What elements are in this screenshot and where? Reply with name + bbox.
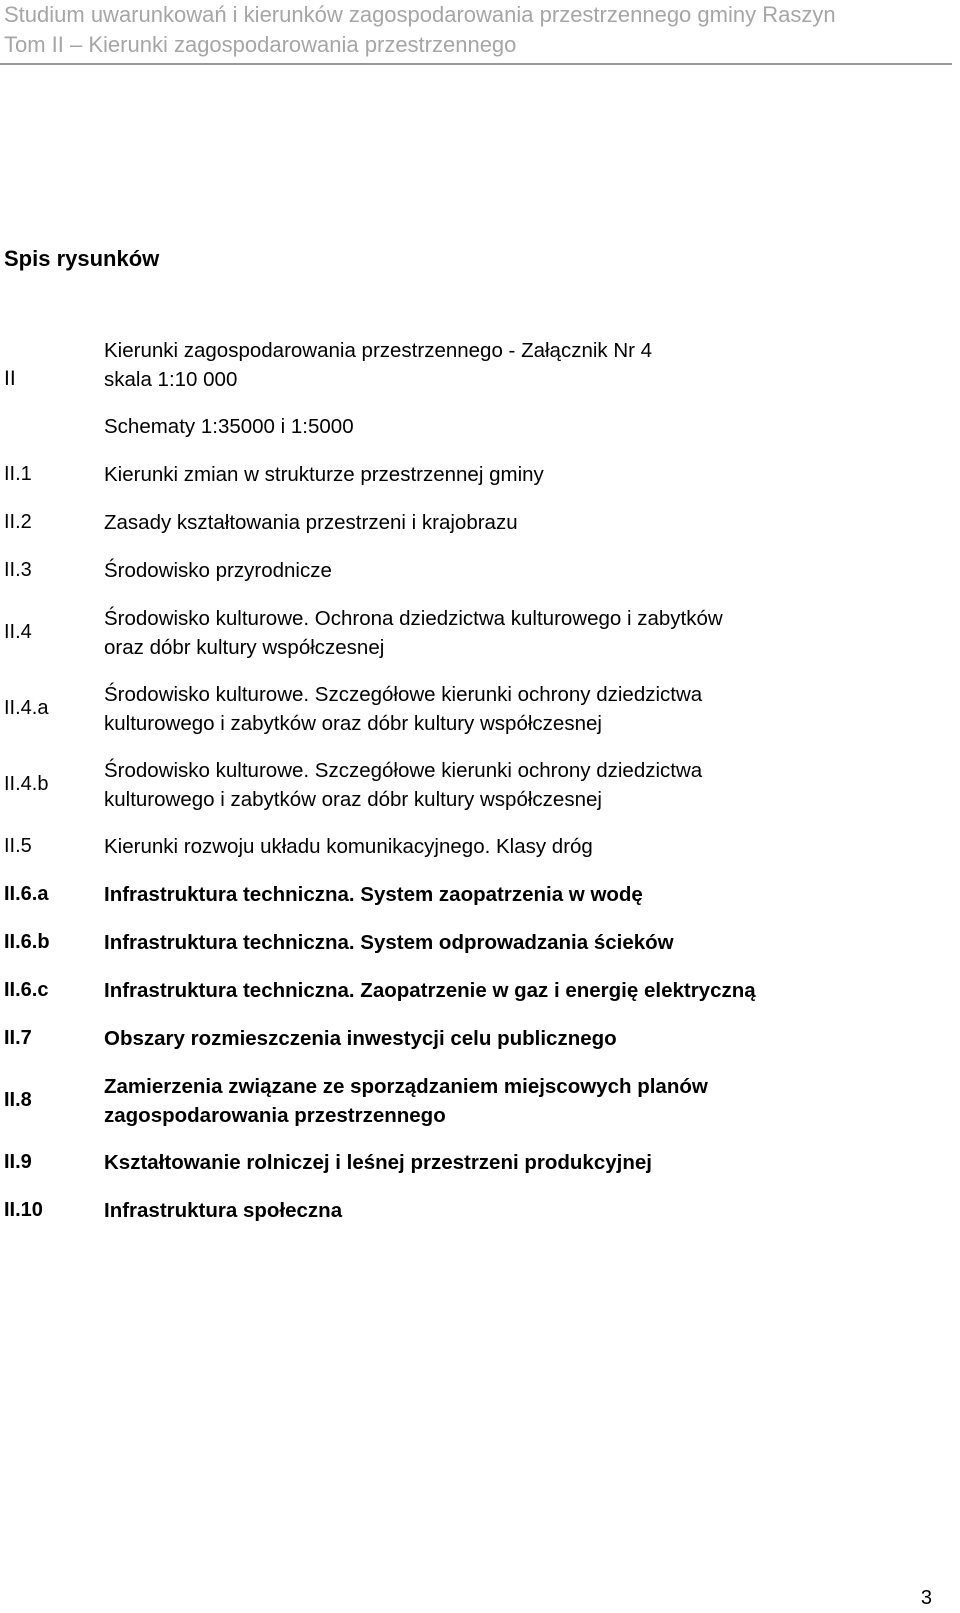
- header-study-title: Studium uwarunkowań i kierunków zagospodarowania przestrzennego gminy Raszyn: [4, 2, 836, 27]
- figure-title: Infrastruktura społeczna: [104, 1199, 343, 1222]
- figure-title: [104, 604, 944, 662]
- figure-code: II.7: [4, 1027, 32, 1049]
- figure-code: II.2: [4, 511, 32, 533]
- figure-title: [104, 1072, 944, 1130]
- figure-title: Infrastruktura techniczna. Zaopatrzenie w gaz i energię elektryczną: [104, 979, 756, 1002]
- figure-code: II.6.b: [4, 931, 50, 953]
- figure-title: Kształtowanie rolniczej i leśnej przestrzeni produkcyjnej: [104, 1151, 652, 1174]
- running-header: [4, 0, 954, 60]
- header-divider: [0, 63, 952, 65]
- page-number: 3: [920, 1587, 932, 1609]
- header-volume-title: Tom II – Kierunki zagospodarowania przestrzennego: [4, 32, 517, 57]
- figure-title: Infrastruktura techniczna. System zaopatrzenia w wodę: [104, 883, 643, 906]
- figure-title-line: Środowisko kulturowe. Szczegółowe kierunki ochrony dziedzictwa: [104, 683, 703, 706]
- figure-title: [104, 680, 944, 738]
- figure-title-line: zagospodarowania przestrzennego: [104, 1104, 446, 1127]
- figure-title-line: Środowisko kulturowe. Szczegółowe kierunki ochrony dziedzictwa: [104, 759, 703, 782]
- figure-code: II.5: [4, 835, 32, 857]
- figure-title: [104, 756, 944, 814]
- figure-code: II.10: [4, 1199, 43, 1221]
- figure-title: [104, 336, 944, 394]
- figure-title: Kierunki rozwoju układu komunikacyjnego. Klasy dróg: [104, 835, 593, 858]
- figure-title-line: Środowisko kulturowe. Ochrona dziedzictwa kulturowego i zabytków: [104, 607, 723, 630]
- figure-title: Środowisko przyrodnicze: [104, 559, 332, 582]
- figure-title-line: Zamierzenia związane ze sporządzaniem miejscowych planów: [104, 1075, 708, 1098]
- figure-title: Kierunki zmian w strukturze przestrzennej gminy: [104, 463, 544, 486]
- figure-title-line: Kierunki zagospodarowania przestrzennego - Załącznik Nr 4: [104, 339, 653, 362]
- figure-title-line: kulturowego i zabytków oraz dóbr kultury współczesnej: [104, 712, 602, 735]
- figure-title: Zasady kształtowania przestrzeni i krajobrazu: [104, 511, 518, 534]
- figure-code: II.1: [4, 463, 32, 485]
- list-item: [4, 339, 944, 408]
- figure-code: II.4.b: [4, 773, 49, 795]
- figure-code: II.6.a: [4, 883, 49, 905]
- figure-code: II.6.c: [4, 979, 49, 1001]
- figure-title-line: skala 1:10 000: [104, 368, 238, 391]
- figure-title-line: kulturowego i zabytków oraz dóbr kultury współczesnej: [104, 788, 602, 811]
- figure-code: II.3: [4, 559, 32, 581]
- figure-code: II.4.a: [4, 697, 49, 719]
- figure-title: Schematy 1:35000 i 1:5000: [104, 415, 354, 438]
- figure-code: II.4: [4, 621, 32, 643]
- figure-title: Infrastruktura techniczna. System odprowadzania ścieków: [104, 931, 674, 954]
- figure-code: II: [4, 367, 16, 390]
- figure-title: Obszary rozmieszczenia inwestycji celu publicznego: [104, 1027, 617, 1050]
- figure-title-line: oraz dóbr kultury współczesnej: [104, 636, 385, 659]
- figure-code: II.9: [4, 1151, 32, 1173]
- figure-code: II.8: [4, 1089, 32, 1111]
- section-title: Spis rysunków: [4, 246, 160, 271]
